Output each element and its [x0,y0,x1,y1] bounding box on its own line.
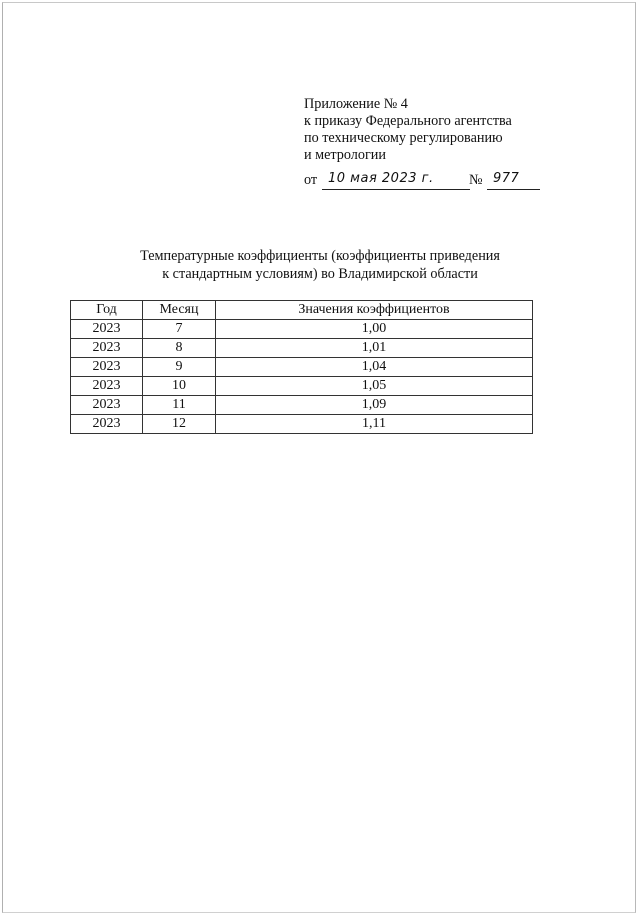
number-field [487,172,540,190]
title-line: к стандартным условиям) во Владимирской области [162,266,478,282]
number-label: № [469,172,483,188]
cell-coefficient: 1,09 [216,396,533,415]
appendix-line: по техническому регулированию [304,130,503,146]
table-header-row [71,301,533,320]
cell-year: 2023 [71,396,143,415]
date-field [322,172,470,190]
date-prefix: от [304,172,318,188]
cell-month: 11 [143,396,216,415]
cell-month: 10 [143,377,216,396]
cell-coefficient: 1,11 [216,415,533,434]
cell-year: 2023 [71,320,143,339]
table-row [71,358,533,377]
order-date-line [304,171,520,189]
appendix-line: Приложение № 4 [304,96,408,112]
appendix-line: к приказу Федерального агентства [304,113,512,129]
cell-year: 2023 [71,358,143,377]
cell-month: 9 [143,358,216,377]
handwritten-date: 10 мая 2023 г. [328,171,434,186]
cell-month: 7 [143,320,216,339]
table-row [71,377,533,396]
cell-coefficient: 1,00 [216,320,533,339]
cell-year: 2023 [71,377,143,396]
cell-year: 2023 [71,415,143,434]
appendix-line: и метрологии [304,147,386,163]
table-row [71,339,533,358]
cell-coefficient: 1,05 [216,377,533,396]
document-title [100,247,540,283]
appendix-header [304,96,512,164]
cell-coefficient: 1,04 [216,358,533,377]
table-row [71,320,533,339]
header-coefficient: Значения коэффициентов [216,301,533,320]
table-row [71,415,533,434]
handwritten-number: 977 [493,171,520,186]
header-month: Месяц [143,301,216,320]
header-year: Год [71,301,143,320]
cell-month: 8 [143,339,216,358]
cell-month: 12 [143,415,216,434]
title-line: Температурные коэффициенты (коэффициенты приведения [140,248,500,264]
coefficients-table [70,300,533,434]
cell-year: 2023 [71,339,143,358]
cell-coefficient: 1,01 [216,339,533,358]
table-row [71,396,533,415]
